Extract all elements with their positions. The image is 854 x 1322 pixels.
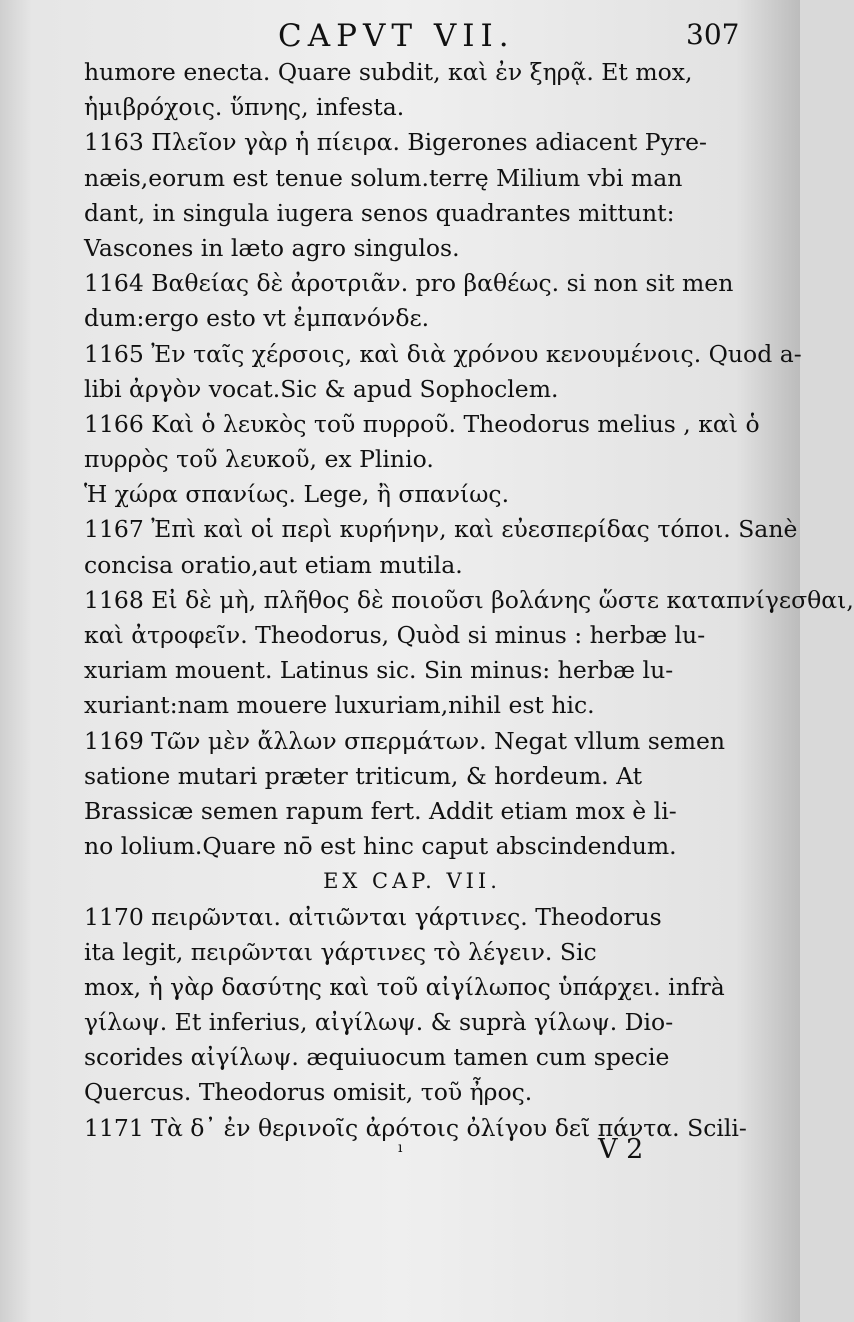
- text-line: næis,eorum est tenue solum.terrę Milium vbi man: [84, 163, 683, 192]
- text-line: no lolium.Quare nō est hinc caput abscindendum.: [84, 832, 677, 861]
- signature-mark: V 2: [598, 1134, 644, 1165]
- text-line: dum:ergo esto vt ἐμπανόνδε.: [84, 304, 430, 333]
- text-line: concisa oratio,aut etiam mutila.: [84, 550, 463, 579]
- text-line: xuriant:nam mouere luxuriam,nihil est hic.: [84, 691, 595, 720]
- text-line: Brassicæ semen rapum fert. Addit etiam mox è li-: [84, 796, 677, 825]
- text-line: 1170 πειρῶνται. αἰτιῶνται γάρτινες. Theodorus: [84, 902, 662, 931]
- text-line: Ἡ χώρα σπανίως. Lege, ἢ σπανίως.: [84, 480, 510, 509]
- text-line: 1164 Βαθείας δὲ ἀροτριᾶν. pro βαθέως. si non sit men: [84, 269, 734, 298]
- text-line: 1171 Τὰ δ᾽ ἐν θερινοῖς ἀρότοις ὀλίγου δεῖ πάντα. Scili-: [84, 1113, 747, 1142]
- text-line: 1167 Ἐπὶ καὶ οἱ περὶ κυρήνην, καὶ εὐεσπερίδας τόποι. Sanè: [84, 515, 798, 544]
- page-number: 307: [686, 18, 740, 51]
- text-line: ita legit, πειρῶνται γάρτινες τὸ λέγειν. Sic: [84, 937, 597, 966]
- text-line: satione mutari præter triticum, & hordeum. At: [84, 761, 643, 790]
- text-body: [84, 55, 854, 1146]
- text-line: xuriam mouent. Latinus sic. Sin minus: herbæ lu-: [84, 656, 674, 685]
- text-line: 1165 Ἐν ταῖς χέρσοις, καὶ διὰ χρόνου κενουμένοις. Quod a-: [84, 339, 802, 368]
- section-heading: EX CAP. VII.: [323, 869, 501, 894]
- text-line: γίλωψ. Et inferius, αἰγίλωψ. & suprà γίλωψ. Dio-: [84, 1008, 674, 1037]
- text-line: ἡμιβρόχοις. ὕπνης, infesta.: [84, 93, 405, 122]
- text-line: mox, ἡ γὰρ δασύτης καὶ τοῦ αἰγίλωπος ὑπάρχει. infrà: [84, 972, 725, 1001]
- text-line: scorides αἰγίλωψ. æquiuocum tamen cum specie: [84, 1043, 670, 1072]
- text-line: 1169 Τῶν μὲν ἄλλων σπερμάτων. Negat vllum semen: [84, 726, 726, 755]
- text-line: 1168 Εἰ δὲ μὴ, πλῆθος δὲ ποιοῦσι βολάνης ὥστε καταπνίγεσθαι,: [84, 585, 854, 614]
- text-line: humore enecta. Quare subdit, καὶ ἐν ξηρᾷ. Et mox,: [84, 58, 693, 86]
- text-line: πυρρὸς τοῦ λευκοῦ, ex Plinio.: [84, 445, 434, 474]
- page-header: [0, 18, 800, 58]
- text-line: dant, in singula iugera senos quadrantes mittunt:: [84, 198, 675, 227]
- running-title: CAPVT VII.: [278, 18, 515, 54]
- signature-mark: ı: [398, 1140, 403, 1156]
- text-line: Vascones in læto agro singulos.: [84, 233, 460, 262]
- text-line: καὶ ἀτροφεῖν. Theodorus, Quòd si minus : herbæ lu-: [84, 621, 706, 649]
- text-line: 1163 Πλεῖον γὰρ ἡ πίειρα. Bigerones adiacent Pyre-: [84, 128, 707, 157]
- text-line: Quercus. Theodorus omisit, τοῦ ἦρος.: [84, 1078, 533, 1107]
- text-line: 1166 Καὶ ὁ λευκὸς τοῦ πυρροῦ. Theodorus melius , καὶ ὁ: [84, 409, 760, 438]
- text-line: libi ἀργὸν vocat.Sic & apud Sophoclem.: [84, 374, 559, 403]
